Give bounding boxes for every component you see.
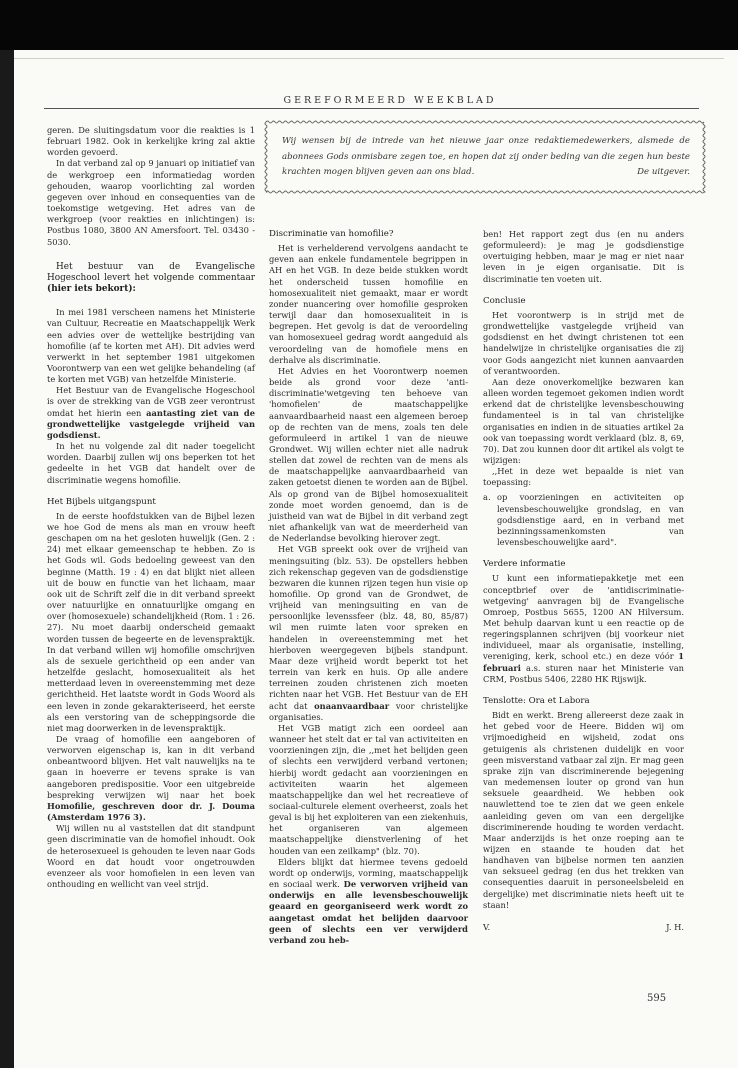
- commentary-intro-bold: (hier iets bekort):: [47, 284, 136, 295]
- section-heading: Conclusie: [483, 295, 526, 306]
- col1-bold-text: aantasting ziet van de grondwettelijke vastgelegde vrijheid van godsdienst.: [47, 407, 255, 440]
- section-heading: Het Bijbels uitgangspunt: [47, 496, 156, 507]
- list-item: [483, 492, 684, 548]
- col3-paragraph: Aan deze onoverkomelijke bezwaren kan alleen worden tegemoet gekomen indien wordt erkend dat de christelijke levensbeschouwing fundamenteel is in tal van christelijke organisaties en indien in de situaties artikel 2a ook van toepassing wordt verklaard (blz. 8, 69, 70). Dat zou kunnen door dit artikel als volgt te wijzigen:: [483, 376, 684, 465]
- section-heading: Discriminatie van homofilie?: [269, 229, 394, 239]
- col3-paragraph: Bidt en werkt. Breng allereerst deze zaak in het gebed voor de Heere. Bidden wij om vrijmoedigheid en wijsheid, zodat ons getuigenis als christenen duidelijk en voor geen misverstand vatbaar zal zijn. Er mag geen sprake zijn van discriminerende bejegening van medemensen louter op grond van hun seksuele geaardheid. We hebben ook nauwlettend toe te zien dat we geen enkele aanleiding geven om van een dergelijke discriminerende houding te worden verdacht. Maar anderzijds is het onze roeping aan te wijzen en staande te houden dat het handhaven van bijbelse normen ten aanzien van seksueel gedrag (en dus het trekken van consequenties daaruit in personeelsbeleid en dergelijke) met discriminatie niets heeft uit te staan!: [483, 710, 684, 910]
- commentary-intro-text: Het bestuur van de Evangelische Hogeschool levert het volgende commentaar: [47, 261, 255, 283]
- page-number: 595: [647, 993, 667, 1004]
- list-marker: a.: [483, 492, 491, 503]
- col1-paragraph: In de eerste hoofdstukken van de Bijbel lezen we hoe God de mens als man en vrouw heeft geschapen om na het gesloten huwelijk (Gen. 2 : 24) met elkaar gemeenschap te hebben. Zo is het Gods wil. Gods bedoeling geweest van den beginne (Matth. 19 : 4) en dat blijkt niet alleen uit de bouw en functie van het lichaam, maar ook uit de Schrift zelf die in dit verband spreekt over natuurlijke en onnatuurlijke omgang en over (homosexuele) schandelijkheid (Rom. 1 : 26. 27). Nu moet daarbij onderscheid gemaakt worden tussen de begeerte en de levenspraktijk. In dat verband willen wij homofilie omschrijven als de sexuele gerichtheid op een ander van hetzelfde geslacht, homosexualiteit als het metterdaad leven in overeenstemming met deze gerichtheid. Het laatste wordt in Gods Woord als een leven in zonde gekarakteriseerd, het eerste als een verstoring van de scheppingsorde die niet mag doorwerken in de levenspraktijk.: [47, 510, 255, 733]
- greeting-body: Wij wensen bij de intrede van het nieuwe jaar onze redaktiemedewerkers, alsmede de abonnees Gods onmisbare zegen toe, en hopen dat zij onder beding van die zegen hun beste krachten mogen blijven geven aan ons blad.: [282, 136, 690, 177]
- col2-bold-text: De verworven vrijheid van onderwijs en alle levensbeschouwelijk geaard en georganiseerd werk wordt zo aangetast omdat het belijden daarvoor geen of slechts een ver verwijderd verband zou heb-: [269, 879, 469, 945]
- col1-paragraph: In het nu volgende zal dit nader toegelicht worden. Daarbij zullen wij ons beperken tot het gedeelte in het VGB dat handelt over de discriminatie wegens homofilie.: [47, 441, 255, 485]
- col1-paragraph: geren. De sluitingsdatum voor die reakties is 1 februari 1982. Ook in kerkelijke kring zal aktie worden gevoerd.: [47, 125, 255, 158]
- column-3: [483, 229, 684, 911]
- section-heading: Tenslotte: Ora et Labora: [483, 695, 590, 706]
- commentary-intro: [47, 262, 255, 295]
- col1-text: De vraag of homofilie een aangeboren of verworven eigenschap is, kan in dit verband onbeantwoord blijven. Het valt nauwelijks na te gaan in hoeverre er tevens sprake is van aangeboren predispositie. Voor een uitgebreide bespreking verwijzen wij naar het boek: [47, 733, 255, 800]
- scan-left-border: [0, 50, 14, 1068]
- col2-text: voor christelijke organisaties.: [269, 700, 469, 722]
- deadline-date: 1 februari: [483, 651, 684, 673]
- greeting-text: [282, 134, 690, 181]
- column-2: [269, 229, 468, 946]
- col3-paragraph: Het voorontwerp is in strijd met de grondwettelijke vastgelegde vrijheid van godsdienst en het dwingt christenen tot een handelwijze in christelijke organisaties die zij voor Gods aangezicht niet kunnen aanvaarden of verantwoorden.: [483, 309, 684, 376]
- col3-paragraph: [483, 573, 684, 685]
- header-rule: [44, 108, 699, 109]
- signature-initial: V.: [483, 922, 491, 932]
- page-crease: [14, 58, 724, 59]
- col3-text: a.s. sturen naar het Ministerie van CRM, Postbus 5406, 2280 HK Rijswijk.: [483, 662, 684, 684]
- book-reference: Homofilie, geschreven door dr. J. Douma (Amsterdam 1976 3).: [47, 800, 255, 823]
- signature-line: [483, 922, 684, 933]
- col3-text: U kunt een informatiepakketje met een conceptbrief over de 'antidiscriminatie-wetgeving' aanvragen bij de Evangelische Omroep, Postbus 5655, 1200 AN Hilversum. Met behulp daarvan kunt u een reactie op de regeringsplannen schrijven (bij voorkeur niet individueel, maar als organisatie, instelling, vereniging, kerk, school etc.) en deze vóór: [483, 573, 684, 662]
- col1-text: Het Bestuur van de Evangelische Hogeschool is over de strekking van de VGB zeer verontrust omdat het hierin een: [47, 385, 255, 418]
- list-item-text: op voorzieningen en activiteiten op levensbeschouwelijke grondslag, en van godsdienstige aard, en in verband met bezinningssamenkomsten van levensbeschouwelijke aard".: [497, 492, 684, 548]
- col1-paragraph: In mei 1981 verscheen namens het Ministerie van Cultuur, Recreatie en Maatschappelijk Werk een advies over de wettelijke bestrijding van homofilie (af te korten met AH). Dit advies werd verwerkt in het september 1981 uitgekomen Voorontwerp van een wet gelijke behandeling (af te korten met VGB) van hetzelfde Ministerie.: [47, 307, 255, 385]
- column-1: [47, 125, 255, 890]
- col1-paragraph: In dat verband zal op 9 januari op initiatief van de werkgroep een informatiedag worden gehouden, waarop voorlichting zal worden gegeven over inhoud en consequenties van de toekomstige wetgeving. Het adres van de werkgroep (voor reakties en inlichtingen) is: Postbus 1080, 3800 AN Amersfoort. Tel. 03430 - 5030.: [47, 158, 255, 247]
- col3-paragraph: ben! Het rapport zegt dus (en nu anders geformuleerd): je mag je godsdienstige overtuiging hebben, maar je mag er niet naar leven in je eigen organisatie. Dit is discriminatie ten voeten uit.: [483, 229, 684, 284]
- running-header: GEREFORMEERD WEEKBLAD: [283, 95, 497, 106]
- signature-author: J. H.: [666, 922, 684, 932]
- col2-bold-text: onaanvaardbaar: [314, 700, 390, 711]
- col2-paragraph: [269, 544, 468, 723]
- col2-paragraph: Het Advies en het Voorontwerp noemen beide als grond voor deze 'anti-discriminatie'wetgeving ten behoeve van 'homofielen' de maatschappelijke aanvaardbaarheid naast een algemeen beroep op de rechten van de mens, zoals ten dele geformuleerd in artikel 1 van de nieuwe Grondwet. Wij willen echter niet alle nadruk stellen dat zowel de rechten van de mens als de maatschappelijke aanvaardbaarheid van zaken getoetst dienen te worden aan de Bijbel. Als op grond van de Bijbel homosexualiteit zonde moet worden genoemd, dan is de juistheid van wat de Bijbel in dit verband zegt niet afhankelijk van wat de meerderheid van de Nederlandse bevolking hierover zegt.: [269, 365, 468, 544]
- col1-paragraph: [47, 385, 255, 441]
- section-heading: Verdere informatie: [483, 559, 566, 570]
- editorial-greeting-box: [262, 118, 708, 196]
- col1-paragraph: [47, 734, 255, 823]
- scan-top-border: [0, 0, 738, 50]
- col3-paragraph: ,,Het in deze wet bepaalde is niet van toepassing:: [483, 466, 684, 488]
- col2-text: Elders blijkt dat hiermee tevens gedoeld wordt op onderwijs, vorming, maatschappelijk en sociaal werk.: [269, 856, 468, 890]
- greeting-signature: De uitgever.: [637, 167, 690, 177]
- col1-paragraph: Wij willen nu al vaststellen dat dit standpunt geen discriminatie van de homofiel inhoudt. Ook de heterosexueel is gehouden te leven naar Gods Woord en dat houdt voor ongetrouwden evenzeer als voor homofielen in een leven van onthouding en wellicht van veel strijd.: [47, 823, 255, 889]
- col2-paragraph: Het is verhelderend vervolgens aandacht te geven aan enkele fundamentele begrippen in AH en het VGB. In deze beide stukken wordt het onderscheid tussen homofilie en homosexualiteit niet gemaakt, maar er wordt zonder nuancering over homofilie gesproken terwijl daar dan homosexualiteit in is begrepen. Het gevolg is dat de veroordeling van homosexueel gedrag wordt aangeduid als veroordeling van de homofiele mens en derhalve als discriminatie.: [269, 243, 468, 365]
- col2-paragraph: [269, 857, 468, 946]
- col2-text: Het VGB spreekt ook over de vrijheid van meningsuiting (blz. 53). De opstellers hebben zich rekenschap gegeven van de godsdienstige bezwaren die kunnen rijzen tegen hun visie op homofilie. Op grond van de Grondwet, de vrijheid van meningsuiting en van de persoonlijke levenssfeer (blz. 48, 80, 85/87) wil men ruimte laten voor spreken en handelen in overeenstemming met het hierboven weergegeven bijbels standpunt. Maar deze vrijheid wordt beperkt tot het terrein van kerk en huis. Op alle andere terreinen zouden christenen zich moeten richten naar het VGB. Het Bestuur van de EH acht dat: [269, 544, 468, 711]
- col2-paragraph: Het VGB matigt zich een oordeel aan wanneer het stelt dat er tal van activiteiten en voorzieningen zijn, die ,,met het belijden geen of slechts een verwijderd verband vertonen; hierbij wordt gedacht aan voorzieningen en activiteiten waarin het algemeen maatschappelijke dan wel het recreatieve of sociaal-culturele element overheerst, zoals het geval is bij het exploiteren van een ziekenhuis, het organiseren van algemeen maatschappelijke dienstverlening of het houden van een zeilkamp" (blz. 70).: [269, 722, 468, 856]
